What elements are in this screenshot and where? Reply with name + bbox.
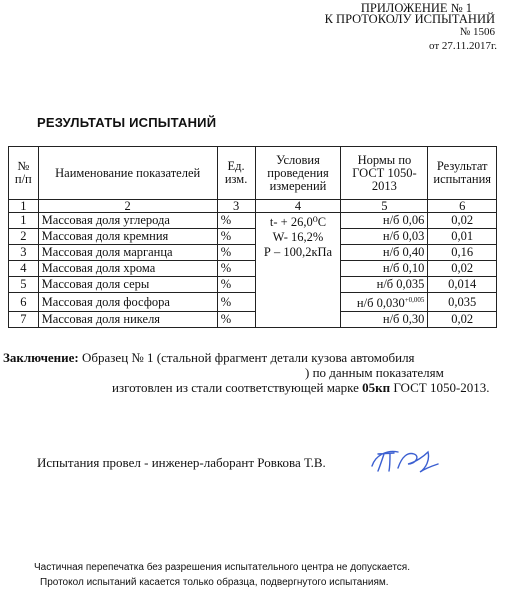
row-norm: н/б 0,035 [341, 277, 428, 293]
row-result: 0,16 [428, 245, 497, 261]
row-norm-tolerance: +0,005 [404, 296, 425, 304]
table-header-row [9, 147, 497, 200]
row-no: 4 [9, 261, 39, 277]
tester-line: Испытания провел - инженер-лаборант Ровкова Т.В. [37, 455, 326, 470]
page-title: РЕЗУЛЬТАТЫ ИСПЫТАНИЙ [37, 115, 217, 130]
col-number: 6 [428, 200, 497, 213]
table-row [9, 245, 497, 261]
row-norm-value: н/б 0,030 [356, 296, 405, 311]
row-norm: н/б 0,30 [341, 312, 428, 328]
row-name: Массовая доля кремния [38, 229, 217, 245]
results-table [8, 146, 497, 328]
row-no: 2 [9, 229, 39, 245]
row-no: 7 [9, 312, 39, 328]
row-name: Массовая доля серы [38, 277, 217, 293]
conclusion-line-3 [112, 380, 490, 396]
row-no: 3 [9, 245, 39, 261]
row-unit: % [217, 261, 255, 277]
row-no: 1 [9, 213, 39, 229]
conclusion-text-3-end: ГОСТ 1050-2013. [390, 380, 490, 395]
row-name: Массовая доля хрома [38, 261, 217, 277]
conclusion-text-1: Образец № 1 (стальной фрагмент детали кузова автомобиля [78, 350, 415, 365]
row-result: 0,01 [428, 229, 497, 245]
row-result: 0,014 [428, 277, 497, 293]
table-row [9, 277, 497, 293]
row-name: Массовая доля никеля [38, 312, 217, 328]
row-name: Массовая доля марганца [38, 245, 217, 261]
condition-humidity: W- 16,2% [272, 230, 324, 244]
col-number: 5 [341, 200, 428, 213]
footer-note-2: Протокол испытаний касается только образца, подвергнутого испытаниям. [40, 577, 389, 588]
row-unit: % [217, 229, 255, 245]
header-conditions: Условия проведения измерений [255, 147, 341, 200]
row-result: 0,02 [428, 261, 497, 277]
header-result: Результат испытания [428, 147, 497, 200]
conditions-cell [255, 213, 341, 328]
conclusion-text-3: изготовлен из стали соответствующей марке [112, 380, 363, 395]
signature-mark [368, 446, 440, 476]
conclusion-label: Заключение: [3, 350, 79, 365]
table-row [9, 213, 497, 229]
row-unit: % [217, 293, 255, 312]
footer-note-1: Частичная перепечатка без разрешения испытательного центра не допускается. [34, 562, 410, 573]
row-norm: н/б 0,06 [341, 213, 428, 229]
col-number: 1 [9, 200, 39, 213]
row-norm [341, 293, 428, 312]
table-row [9, 229, 497, 245]
row-name: Массовая доля фосфора [38, 293, 217, 312]
column-number-row [9, 200, 497, 213]
header-name: Наименование показателей [38, 147, 217, 200]
row-unit: % [217, 245, 255, 261]
table-row [9, 261, 497, 277]
row-unit: % [217, 312, 255, 328]
row-name: Массовая доля углерода [38, 213, 217, 229]
col-number: 4 [255, 200, 341, 213]
conclusion-line-1 [3, 350, 415, 366]
row-unit: % [217, 277, 255, 293]
protocol-reference: К ПРОТОКОЛУ ИСПЫТАНИЙ [324, 12, 495, 26]
table-row [9, 293, 497, 312]
header-norm: Нормы по ГОСТ 1050-2013 [341, 147, 428, 200]
appendix-label: ПРИЛОЖЕНИЕ № 1 [360, 1, 472, 15]
table-row [9, 312, 497, 328]
row-unit: % [217, 213, 255, 229]
conclusion-line-2: ) по данным показателям [305, 365, 444, 380]
row-norm: н/б 0,10 [341, 261, 428, 277]
protocol-date: от 27.11.2017г. [428, 40, 497, 52]
col-number: 2 [38, 200, 217, 213]
condition-temperature: t- + 26,0⁰С [269, 215, 327, 229]
row-norm: н/б 0,40 [341, 245, 428, 261]
protocol-number: № 1506 [459, 26, 495, 38]
row-result: 0,02 [428, 213, 497, 229]
row-result: 0,02 [428, 312, 497, 328]
col-number: 3 [217, 200, 255, 213]
header-no: № п/п [9, 147, 39, 200]
condition-pressure: Р – 100,2кПа [263, 245, 333, 259]
header-unit: Ед. изм. [217, 147, 255, 200]
row-no: 6 [9, 293, 39, 312]
row-norm: н/б 0,03 [341, 229, 428, 245]
steel-grade: 05кп [362, 380, 391, 395]
row-result: 0,035 [428, 293, 497, 312]
row-no: 5 [9, 277, 39, 293]
